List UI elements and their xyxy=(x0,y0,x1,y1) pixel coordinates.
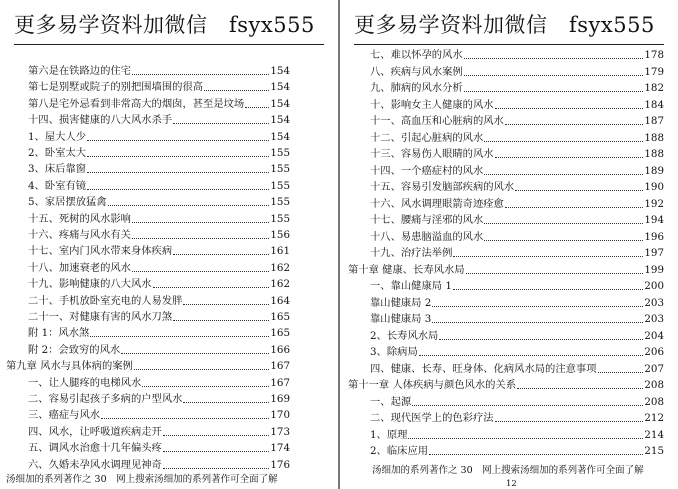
toc-entry-title: 靠山健康局 2 xyxy=(370,296,432,309)
toc-dot-leader xyxy=(432,322,643,323)
toc-entry-title: 十八、加速衰老的风水 xyxy=(28,261,131,274)
toc-dot-leader xyxy=(517,388,643,389)
toc-entry-page: 154 xyxy=(270,65,290,77)
toc-entry-page: 155 xyxy=(270,179,290,192)
toc-dot-leader xyxy=(142,386,269,387)
toc-dot-leader xyxy=(163,468,269,469)
toc-entry-page: 154 xyxy=(270,81,290,94)
toc-entry-title: 十二、引起心脏病的风水 xyxy=(370,131,484,144)
toc-dot-leader xyxy=(464,75,644,76)
toc-entry-title: 十三、容易伤人眼睛的风水 xyxy=(370,148,494,160)
toc-entry-title: 五、调风水治愈十几年偏头疼 xyxy=(28,442,162,455)
toc-dot-leader xyxy=(173,254,269,255)
toc-dot-leader xyxy=(419,355,644,356)
toc-entry-title: 2、临床应用 xyxy=(370,445,429,457)
toc-dot-leader xyxy=(183,402,269,403)
page-footer: 汤细加的系列著作之 30 网上搜索汤细加的系列著作可全面了解 xyxy=(372,465,644,476)
toc-entry-page: 214 xyxy=(644,428,664,441)
toc-dot-leader xyxy=(90,336,269,337)
toc-entry xyxy=(340,359,678,376)
page-header: 更多易学资料加微信 fsyx555 xyxy=(14,10,324,45)
toc-entry-page: 162 xyxy=(270,278,290,291)
toc-entry xyxy=(340,276,678,293)
toc-entry-page: 173 xyxy=(270,425,290,438)
toc-entry-title: 十八、易患脑溢血的风水 xyxy=(370,230,484,243)
toc-entry xyxy=(340,227,678,244)
toc-entry xyxy=(0,94,338,111)
toc-entry-title: 十七、腰痛与淫邪的风水 xyxy=(370,214,484,226)
toc-entry xyxy=(340,62,678,79)
toc-entry-page: 161 xyxy=(270,245,290,258)
toc-entry xyxy=(340,441,678,458)
left-page xyxy=(0,0,338,489)
toc-entry xyxy=(340,161,678,178)
toc-entry-page: 189 xyxy=(644,164,664,177)
toc-entry xyxy=(340,78,678,95)
toc-entry xyxy=(0,127,338,144)
toc-entry-title: 一、让人腿疼的电梯风水 xyxy=(28,376,142,389)
toc-dot-leader xyxy=(87,189,269,190)
toc-entry-page: 176 xyxy=(270,458,290,471)
toc-entry-page: 203 xyxy=(644,313,664,325)
toc-entry-title: 二十、手机放卧室充电的人易发胖 xyxy=(28,294,183,307)
toc-entry-title: 七、难以怀孕的风水 xyxy=(370,49,463,61)
toc-entry-title: 十五、容易引发脑部疾病的风水 xyxy=(370,181,515,193)
toc-dot-leader xyxy=(132,74,269,75)
toc-dot-leader xyxy=(108,205,270,206)
toc-entry-page: 199 xyxy=(644,263,664,276)
toc-entry-title: 一、起源 xyxy=(370,395,412,408)
toc-entry-title: 附 2：会致穷的风水 xyxy=(28,343,121,356)
toc-entry-page: 179 xyxy=(644,65,664,78)
toc-entry-title: 四、健康、长寿、旺身体、化病风水局的注意事项 xyxy=(370,362,597,375)
toc-dot-leader xyxy=(163,451,269,452)
toc-dot-leader xyxy=(87,156,269,157)
toc-entry xyxy=(340,408,678,425)
toc-entry xyxy=(0,258,338,275)
toc-entry-title: 十一、高血压和心脏病的风水 xyxy=(370,115,504,127)
toc-entry-page: 188 xyxy=(644,131,664,144)
toc-entry-page: 155 xyxy=(270,163,290,176)
toc-entry-page: 203 xyxy=(644,296,664,309)
toc-entry-title: 1、屋大人少 xyxy=(28,130,87,143)
toc-entry-title: 2、卧室太大 xyxy=(28,147,87,159)
toc-entry xyxy=(0,323,338,340)
toc-entry-title: 九、肺病的风水分析 xyxy=(370,82,463,94)
toc-entry-title: 二、现代医学上的色彩疗法 xyxy=(370,412,494,424)
toc-entry-title: 附 1：风水煞 xyxy=(28,327,90,340)
toc-entry xyxy=(0,422,338,439)
toc-entry-title: 三、癌症与风水 xyxy=(28,409,101,422)
toc-entry-page: 154 xyxy=(270,130,290,143)
toc-entry-title: 十、影响女主人健康的风水 xyxy=(370,98,494,111)
toc-entry-page: 194 xyxy=(644,214,664,226)
toc-entry-page: 166 xyxy=(270,343,290,356)
toc-dot-leader xyxy=(495,421,644,422)
toc-entry-title: 十四、一个癌症村的风水 xyxy=(370,164,484,177)
toc-entry-page: 174 xyxy=(270,442,290,455)
toc-entry-title: 2、长寿风水局 xyxy=(370,329,439,342)
toc-entry-page: 197 xyxy=(644,247,664,259)
toc-dot-leader xyxy=(439,339,643,340)
toc-entry-title: 第七是别墅或院子的别把围墙围的很高 xyxy=(28,81,204,94)
toc-entry-title: 第九章 风水与具体病的案例 xyxy=(6,360,133,373)
toc-entry xyxy=(0,192,338,209)
toc-entry-page: 182 xyxy=(644,82,664,94)
toc-entry xyxy=(340,128,678,145)
toc-dot-leader xyxy=(464,91,644,92)
toc-entry-title: 六、久婚未孕风水调理见神奇 xyxy=(28,458,162,471)
toc-entry-page: 206 xyxy=(644,346,664,358)
toc-entry xyxy=(0,209,338,226)
toc-entry-title: 靠山健康局 3 xyxy=(370,313,432,325)
toc-dot-leader xyxy=(429,454,643,455)
toc-entry-title: 十四、损害健康的八大风水杀手 xyxy=(28,114,173,127)
toc-entry-title: 十六、风水调理眼箭奇迹痊愈 xyxy=(370,197,504,210)
toc-entry-title: 十九、治疗法举例 xyxy=(370,247,453,259)
toc-entry-title: 十七、室内门风水带来身体疾病 xyxy=(28,245,173,258)
toc-dot-leader xyxy=(484,174,643,175)
toc-dot-leader xyxy=(173,320,269,321)
toc-entry xyxy=(340,194,678,211)
toc-entry-page: 184 xyxy=(644,98,664,111)
toc-entry xyxy=(340,293,678,310)
toc-dot-leader xyxy=(432,306,643,307)
toc-entry xyxy=(340,210,678,227)
toc-entry-title: 八、疾病与风水案例 xyxy=(370,65,463,78)
toc-dot-leader xyxy=(183,304,269,305)
toc-entry-page: 200 xyxy=(644,280,664,292)
toc-entry-page: 155 xyxy=(270,196,290,209)
toc-dot-leader xyxy=(453,256,643,257)
toc-entry-title: 十五、死树的风水影响 xyxy=(28,212,131,225)
toc-entry xyxy=(0,356,338,373)
toc-entry-page: 190 xyxy=(644,181,664,193)
toc-entry xyxy=(0,225,338,242)
toc-entry-page: 208 xyxy=(644,395,664,408)
toc-dot-leader xyxy=(466,273,644,274)
toc-entry xyxy=(0,455,338,472)
toc-dot-leader xyxy=(495,108,644,109)
toc-entry-page: 188 xyxy=(644,148,664,160)
toc-entry-title: 十九、影响健康的八大风水 xyxy=(28,278,152,291)
toc-entry-page: 212 xyxy=(644,412,664,424)
toc-entry xyxy=(0,61,338,78)
toc-dot-leader xyxy=(598,372,644,373)
toc-dot-leader xyxy=(245,107,269,108)
toc-entry-title: 一、靠山健康局 1 xyxy=(370,280,452,292)
page-footer: 汤细加的系列著作之 30 网上搜索汤细加的系列著作可全面了解 xyxy=(6,474,278,485)
toc-entry-title: 四、风水，让呼吸道疾病走开 xyxy=(28,425,162,438)
toc-entry-page: 192 xyxy=(644,197,664,210)
toc-dot-leader xyxy=(153,287,270,288)
toc-entry xyxy=(0,340,338,357)
toc-entry-title: 二十一、对健康有害的风水刀煞 xyxy=(28,311,173,323)
toc-entry xyxy=(340,243,678,260)
toc-entry xyxy=(0,159,338,176)
toc-dot-leader xyxy=(408,438,643,439)
toc-dot-leader xyxy=(132,238,269,239)
toc-dot-leader xyxy=(132,222,269,223)
toc-entry xyxy=(0,373,338,390)
toc-dot-leader xyxy=(453,289,643,290)
toc-entry xyxy=(340,45,678,62)
toc-dot-leader xyxy=(484,240,643,241)
toc-entry xyxy=(340,375,678,392)
toc-entry-page: 167 xyxy=(270,360,290,373)
toc-entry-page: 155 xyxy=(270,212,290,225)
toc-entry-page: 178 xyxy=(644,49,664,61)
toc-entry-title: 3、除病局 xyxy=(370,346,418,358)
toc-entry-page: 207 xyxy=(644,362,664,375)
toc-entry xyxy=(0,405,338,422)
toc-entry-page: 154 xyxy=(270,97,290,110)
toc-entry-page: 162 xyxy=(270,261,290,274)
toc-entry-page: 204 xyxy=(644,329,664,342)
toc-entry-page: 187 xyxy=(644,115,664,127)
toc-dot-leader xyxy=(173,123,269,124)
toc-dot-leader xyxy=(87,172,269,173)
toc-entry xyxy=(0,176,338,193)
toc-entry-title: 第十章 健康、长寿风水局 xyxy=(348,263,465,276)
toc-entry xyxy=(0,77,338,94)
toc-entry-title: 4、卧室有镜 xyxy=(28,179,87,192)
toc-entry xyxy=(340,342,678,359)
toc-dot-leader xyxy=(505,207,643,208)
toc-entry xyxy=(0,110,338,127)
page-header: 更多易学资料加微信 fsyx555 xyxy=(354,10,664,45)
toc-entry xyxy=(340,326,678,343)
toc-entry-title: 3、床后靠窗 xyxy=(28,163,87,176)
toc-dot-leader xyxy=(464,58,644,59)
page-number: 12 xyxy=(506,479,517,489)
toc-dot-leader xyxy=(163,435,269,436)
toc-entry-page: 170 xyxy=(270,409,290,422)
toc-dot-leader xyxy=(412,405,643,406)
toc-entry xyxy=(0,274,338,291)
toc-entry xyxy=(340,177,678,194)
toc-entry xyxy=(340,392,678,409)
toc-entry xyxy=(0,241,338,258)
right-page xyxy=(340,0,678,489)
toc-entry-page: 155 xyxy=(270,147,290,159)
toc-dot-leader xyxy=(484,141,643,142)
toc-entry-page: 156 xyxy=(270,229,290,241)
toc-entry xyxy=(340,309,678,326)
toc-entry xyxy=(340,111,678,128)
toc-entry xyxy=(0,291,338,308)
toc-entry-title: 第六是在铁路边的住宅 xyxy=(28,65,131,77)
toc-dot-leader xyxy=(515,190,643,191)
toc-dot-leader xyxy=(87,140,269,141)
toc-dot-leader xyxy=(134,369,270,370)
toc-entry-title: 十六、疼痛与风水有关 xyxy=(28,229,131,241)
toc-entry-title: 第八是宅外忌看到非常高大的烟囱，甚至是坟场 xyxy=(28,97,245,110)
toc-dot-leader xyxy=(505,124,643,125)
toc-entry-page: 208 xyxy=(644,379,664,391)
toc-entry-page: 165 xyxy=(270,327,290,340)
toc-entry-title: 1、原理 xyxy=(370,428,408,441)
toc-dot-leader xyxy=(495,157,644,158)
toc-entry xyxy=(340,95,678,112)
toc-entry-page: 167 xyxy=(270,376,290,389)
toc-entry-page: 169 xyxy=(270,393,290,405)
toc-entry-title: 第十一章 人体疾病与颜色风水的关系 xyxy=(348,379,517,391)
toc-entry-page: 215 xyxy=(644,445,664,457)
toc-entry xyxy=(0,438,338,455)
toc-dot-leader xyxy=(204,90,269,91)
toc-dot-leader xyxy=(132,271,269,272)
toc-entry-page: 196 xyxy=(644,230,664,243)
toc-dot-leader xyxy=(101,418,269,419)
toc-entry xyxy=(0,307,338,324)
toc-entry-page: 165 xyxy=(270,311,290,323)
toc-entry-title: 二、容易引起孩子多病的户型风水 xyxy=(28,393,183,405)
toc-entry xyxy=(340,144,678,161)
toc-entry xyxy=(0,389,338,406)
toc-entry-page: 154 xyxy=(270,114,290,127)
toc-entry-title: 5、家居摆放猛禽 xyxy=(28,196,107,209)
toc-entry-page: 164 xyxy=(270,294,290,307)
toc-entry xyxy=(340,260,678,277)
toc-entry xyxy=(0,143,338,160)
toc-dot-leader xyxy=(484,223,643,224)
toc-entry xyxy=(340,425,678,442)
toc-dot-leader xyxy=(121,353,269,354)
